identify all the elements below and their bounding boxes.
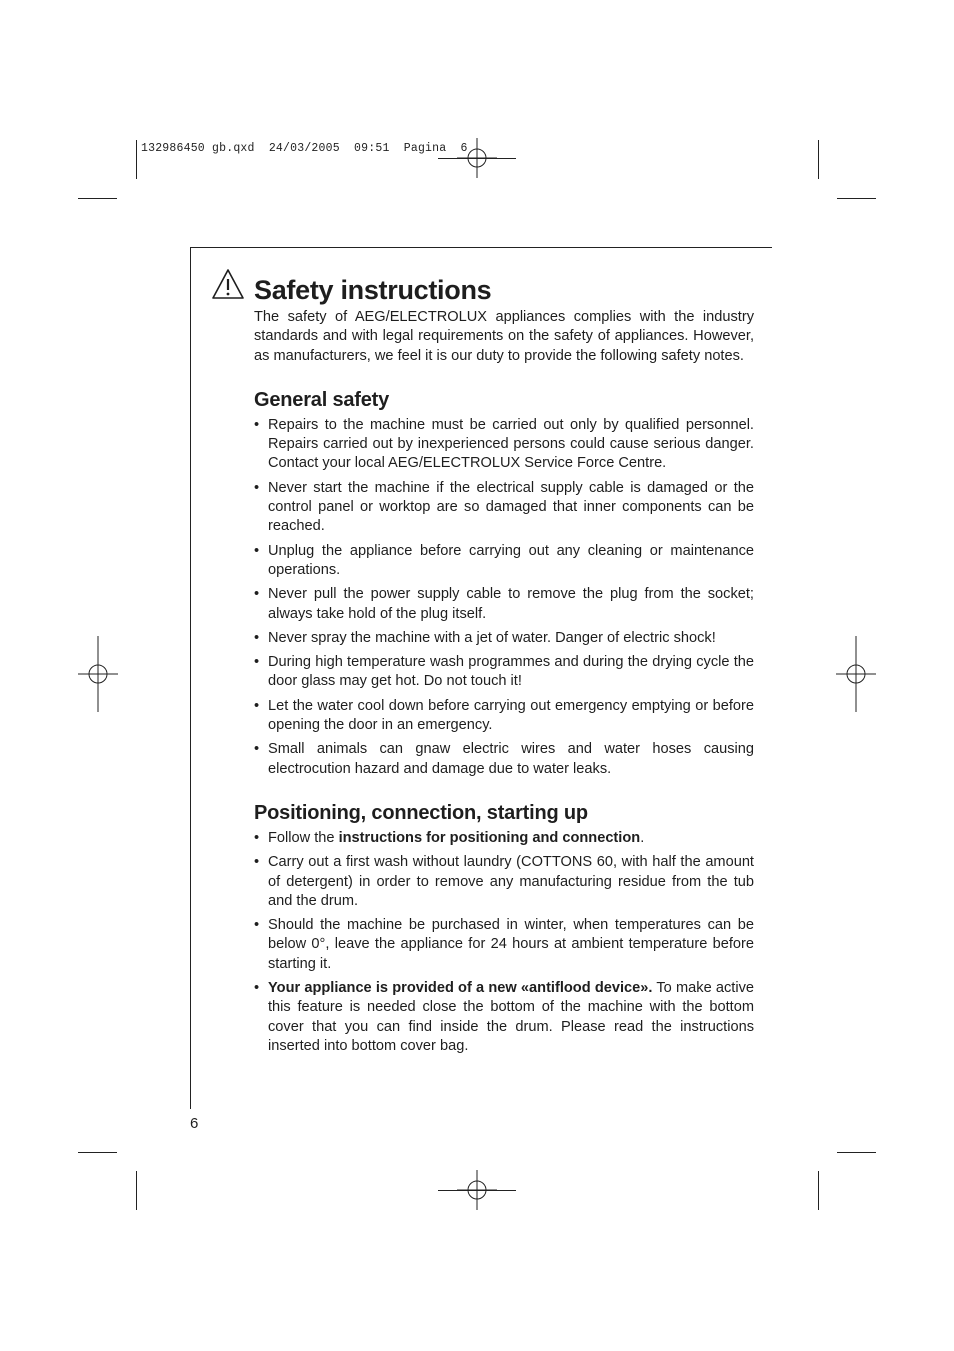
crop-mark-top-right-h bbox=[837, 198, 876, 199]
registration-mark-icon bbox=[457, 1170, 497, 1210]
crop-mark-bottom-left-v bbox=[136, 1171, 137, 1210]
item-text: To make active this feature is needed close the bottom of the machine with the bottom cover that you can find inside the drum. Please read the instructions inserted into bottom cover bag. bbox=[268, 980, 755, 1054]
main-content bbox=[254, 308, 754, 1061]
list-item: • Never pull the power supply cable to remove the plug from the socket; always take hold of the plug itself. bbox=[254, 585, 754, 624]
list-item: • Small animals can gnaw electric wires and water hoses causing electrocution hazard and damage due to water leaks. bbox=[254, 740, 754, 779]
page-frame-top bbox=[190, 247, 772, 248]
registration-mark-icon bbox=[836, 636, 876, 712]
page-frame-left bbox=[190, 247, 191, 1109]
general-safety-list bbox=[254, 416, 754, 779]
positioning-list bbox=[254, 829, 754, 1056]
list-item: • During high temperature wash programmes and during the drying cycle the door glass may get hot. Do not touch it! bbox=[254, 653, 754, 692]
registration-mark-icon bbox=[457, 138, 497, 178]
item-bold-text: instructions for positioning and connection bbox=[338, 829, 641, 846]
crop-mark-bottom-left-h bbox=[78, 1152, 117, 1153]
crop-mark-top-left-h bbox=[78, 198, 117, 199]
crop-mark-top-left-v bbox=[136, 140, 137, 179]
item-text: Follow the bbox=[268, 829, 339, 846]
general-safety-heading: General safety bbox=[254, 388, 390, 411]
registration-mark-icon bbox=[78, 636, 118, 712]
item-text: . bbox=[640, 829, 645, 846]
list-item: • Let the water cool down before carrying out emergency emptying or before opening the door in an emergency. bbox=[254, 697, 754, 736]
list-item: • Repairs to the machine must be carried out only by qualified personnel. Repairs carried out by inexperienced persons could cause serious danger. Contact your local AEG/ELECTROLUX Service Force Centre. bbox=[254, 416, 754, 474]
list-item: • Carry out a first wash without laundry (COTTONS 60, with half the amount of detergent) in order to remove any manufacturing residue from the tub and the drum. bbox=[254, 853, 754, 911]
crop-mark-bottom-right-v bbox=[818, 1171, 819, 1210]
list-item: • Should the machine be purchased in winter, when temperatures can be below 0°, leave the appliance for 24 hours at ambient temperature before starting it. bbox=[254, 916, 754, 974]
positioning-heading: Positioning, connection, starting up bbox=[254, 801, 588, 824]
page-title: Safety instructions bbox=[254, 275, 492, 305]
crop-mark-top-right-v bbox=[818, 140, 819, 179]
list-item bbox=[254, 979, 754, 1056]
list-item: • Never start the machine if the electrical supply cable is damaged or the control panel or worktop are so damaged that inner components can be reached. bbox=[254, 479, 754, 537]
warning-triangle-icon bbox=[211, 268, 245, 300]
print-slug: 132986450 gb.qxd 24/03/2005 09:51 Pagina 6 bbox=[141, 142, 468, 155]
intro-paragraph: The safety of AEG/ELECTROLUX appliances complies with the industry standards and with legal requirements on the safety of appliances. However, as manufacturers, we feel it is our duty to provide the following safety notes. bbox=[254, 309, 754, 364]
crop-mark-bottom-right-h bbox=[837, 1152, 876, 1153]
page-number: 6 bbox=[190, 1115, 199, 1132]
item-bold-text: Your appliance is provided of a new «antiflood device». bbox=[268, 980, 653, 997]
list-item: • Never spray the machine with a jet of water. Danger of electric shock! bbox=[254, 629, 754, 648]
list-item: • Unplug the appliance before carrying out any cleaning or maintenance operations. bbox=[254, 542, 754, 581]
list-item bbox=[254, 829, 754, 848]
